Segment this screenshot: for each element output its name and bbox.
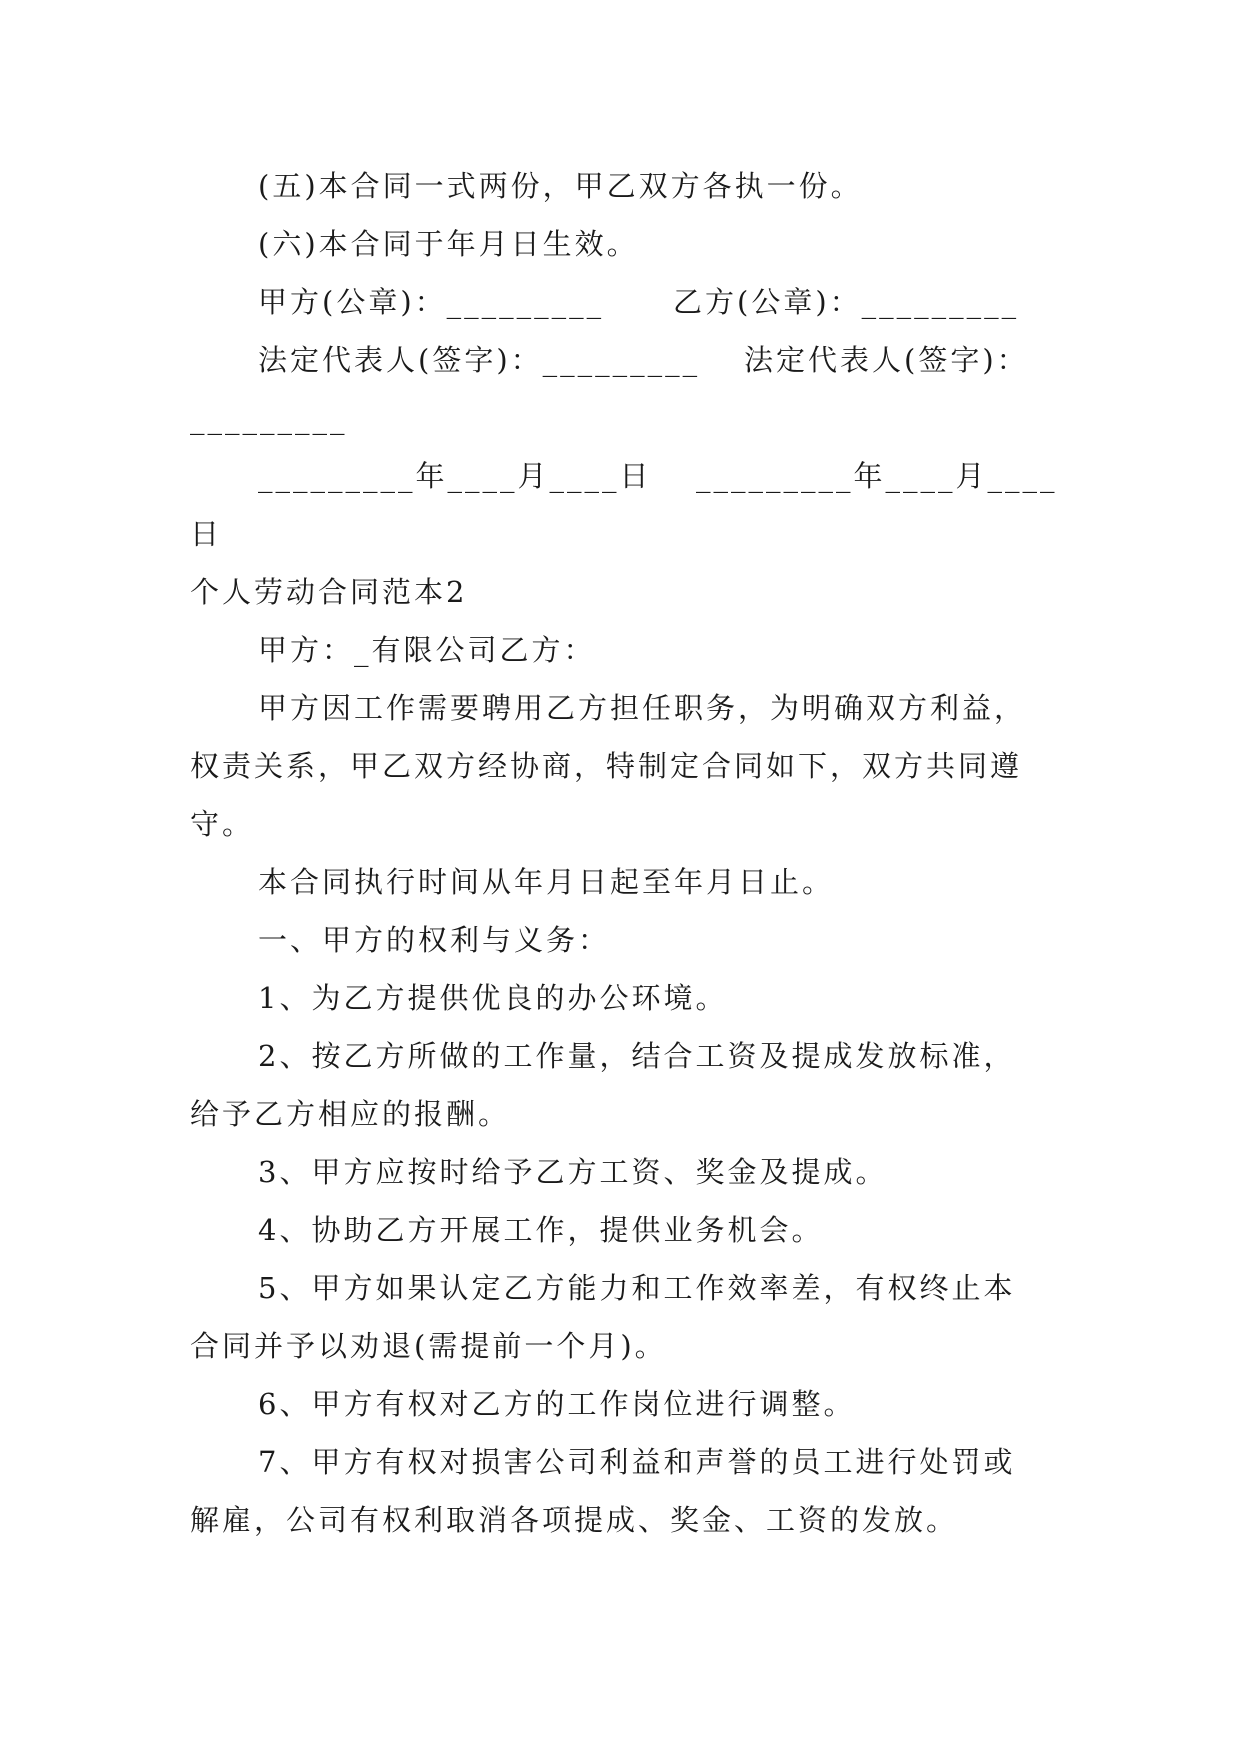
intro-line-3: 守。 bbox=[190, 807, 255, 841]
party-a-seal: 甲方(公章)：_________ bbox=[258, 285, 605, 319]
date-b-end: 日 bbox=[190, 517, 223, 551]
clause-6: (六)本合同于年月日生效。 bbox=[258, 227, 639, 261]
date-a: _________年____月____日 bbox=[258, 459, 652, 493]
item-5-line-1: 5、甲方如果认定乙方能力和工作效率差，有权终止本 bbox=[258, 1271, 1016, 1305]
clause-5: (五)本合同一式两份，甲乙双方各执一份。 bbox=[258, 169, 863, 203]
representative-a-signature: 法定代表人(签字)：_________ bbox=[258, 343, 701, 377]
date-b: _________年____月____ bbox=[696, 459, 1058, 493]
item-2-line-2: 给予乙方相应的报酬。 bbox=[190, 1097, 511, 1131]
item-5-line-2: 合同并予以劝退(需提前一个月)。 bbox=[190, 1329, 667, 1363]
item-7-line-1: 7、甲方有权对损害公司利益和声誉的员工进行处罚或 bbox=[258, 1445, 1016, 1479]
intro-line-2: 权责关系，甲乙双方经协商，特制定合同如下，双方共同遵 bbox=[190, 749, 1023, 783]
intro-line-1: 甲方因工作需要聘用乙方担任职务，为明确双方利益， bbox=[258, 691, 1027, 725]
item-1: 1、为乙方提供优良的办公环境。 bbox=[258, 981, 728, 1015]
parties-line: 甲方：_有限公司乙方： bbox=[258, 633, 596, 667]
representative-b-signature: 法定代表人(签字)： bbox=[744, 343, 1029, 377]
item-3: 3、甲方应按时给予乙方工资、奖金及提成。 bbox=[258, 1155, 888, 1189]
item-4: 4、协助乙方开展工作，提供业务机会。 bbox=[258, 1213, 824, 1247]
contract-term: 本合同执行时间从年月日起至年月日止。 bbox=[258, 865, 835, 899]
representative-b-blank: _________ bbox=[190, 401, 348, 435]
item-2-line-1: 2、按乙方所做的工作量，结合工资及提成发放标准， bbox=[258, 1039, 1016, 1073]
item-6: 6、甲方有权对乙方的工作岗位进行调整。 bbox=[258, 1387, 856, 1421]
item-7-line-2: 解雇，公司有权利取消各项提成、奖金、工资的发放。 bbox=[190, 1503, 959, 1537]
section-1-title: 一、甲方的权利与义务： bbox=[258, 923, 611, 957]
section-title: 个人劳动合同范本2 bbox=[190, 575, 468, 609]
party-b-seal: 乙方(公章)：_________ bbox=[673, 285, 1020, 319]
